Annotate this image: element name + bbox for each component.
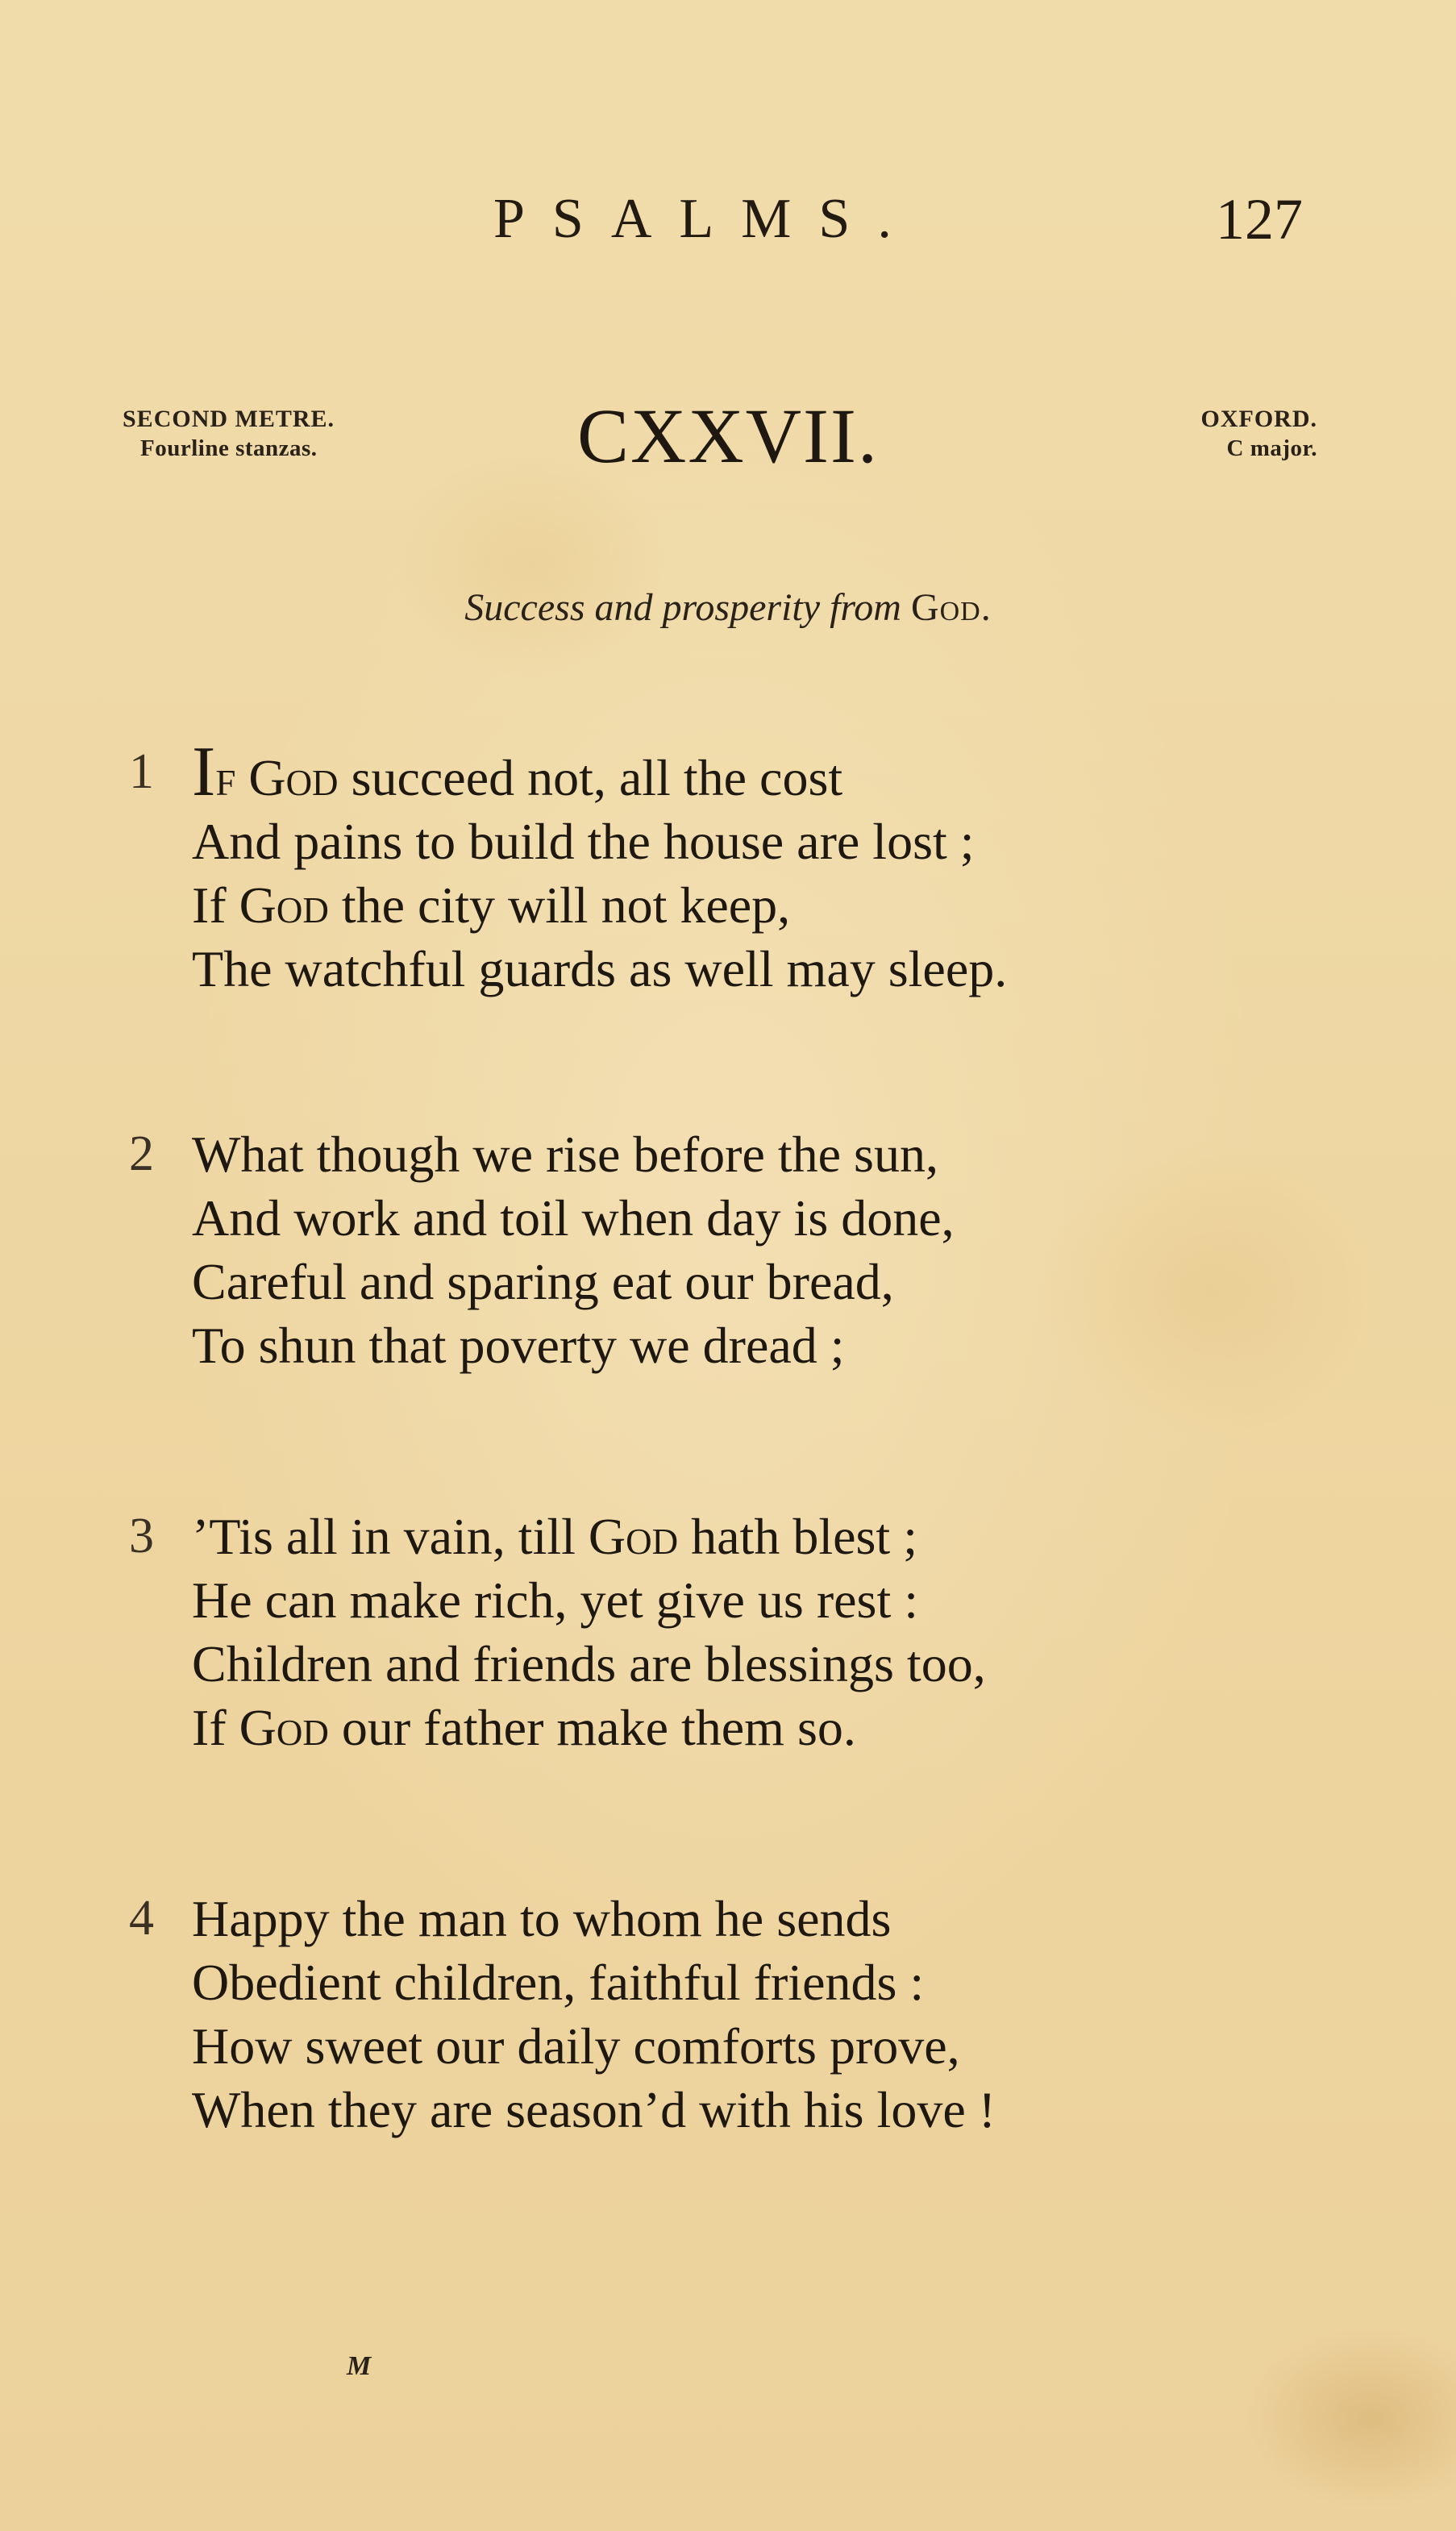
signature-mark: M <box>347 2351 372 2381</box>
verse-line: Careful and sparing eat our bread, <box>192 1253 894 1310</box>
stanza-form-label: Fourline stanzas. <box>140 435 318 461</box>
verse-line: How sweet our daily comforts prove, <box>192 2017 960 2075</box>
verse-line: Happy the man to whom he sends <box>192 1890 892 1947</box>
divine-name: God <box>248 749 339 806</box>
metre-label: SECOND METRE. <box>123 406 335 432</box>
verse-line: What though we rise before the sun, <box>192 1126 938 1183</box>
verse-line: And pains to build the house are lost ; <box>192 813 975 870</box>
running-head <box>0 187 1456 252</box>
verse-line <box>192 1696 986 1759</box>
subtitle-text: Success and prosperity from <box>464 586 901 629</box>
subtitle-god: God. <box>910 586 992 629</box>
tune-name: OXFORD. <box>1200 406 1317 432</box>
running-title: PSALMS. <box>493 188 919 250</box>
verse-line-rest: succeed not, all the cost <box>338 749 843 806</box>
key-label: C major. <box>1226 435 1317 461</box>
verse-line-rest: hath blest ; <box>678 1508 917 1565</box>
verse-line <box>192 1505 986 1568</box>
verse-line: Obedient children, faithful friends : <box>192 1954 925 2011</box>
verse-line: He can make rich, yet give us rest : <box>192 1571 918 1629</box>
verse-line-rest: the city will not keep, <box>328 876 791 934</box>
verse-line: And work and toil when day is done, <box>192 1189 955 1247</box>
verse-line <box>192 733 1007 811</box>
verse-line-pre: If <box>192 876 239 934</box>
verse-line: Children and friends are blessings too, <box>192 1635 986 1692</box>
verse-line-rest: our father make them so. <box>328 1699 856 1756</box>
verse-line: The watchful guards as well may sleep. <box>192 940 1008 997</box>
page-number: 127 <box>1216 187 1303 252</box>
divine-name: God <box>239 1699 329 1756</box>
divine-name: God <box>588 1508 679 1565</box>
stanza-number: 2 <box>129 1126 154 1181</box>
verse-line: To shun that poverty we dread ; <box>192 1317 845 1374</box>
verse-line-pre: If <box>192 1699 239 1756</box>
tune-info <box>1156 405 1317 463</box>
stanza-number: 1 <box>129 744 154 799</box>
drop-cap-rest: f <box>215 749 236 806</box>
stanza-number: 4 <box>129 1891 154 1946</box>
divine-name: God <box>239 876 329 934</box>
verse-line: When they are season’d with his love ! <box>192 2081 996 2138</box>
psalm-number: CXXVII. <box>577 393 879 479</box>
verse-line-pre: ’Tis all in vain, till <box>192 1508 589 1565</box>
psalm-subtitle <box>0 584 1456 632</box>
verse-line <box>192 873 1007 937</box>
drop-cap: I <box>192 733 216 811</box>
stanza-number: 3 <box>129 1509 154 1563</box>
